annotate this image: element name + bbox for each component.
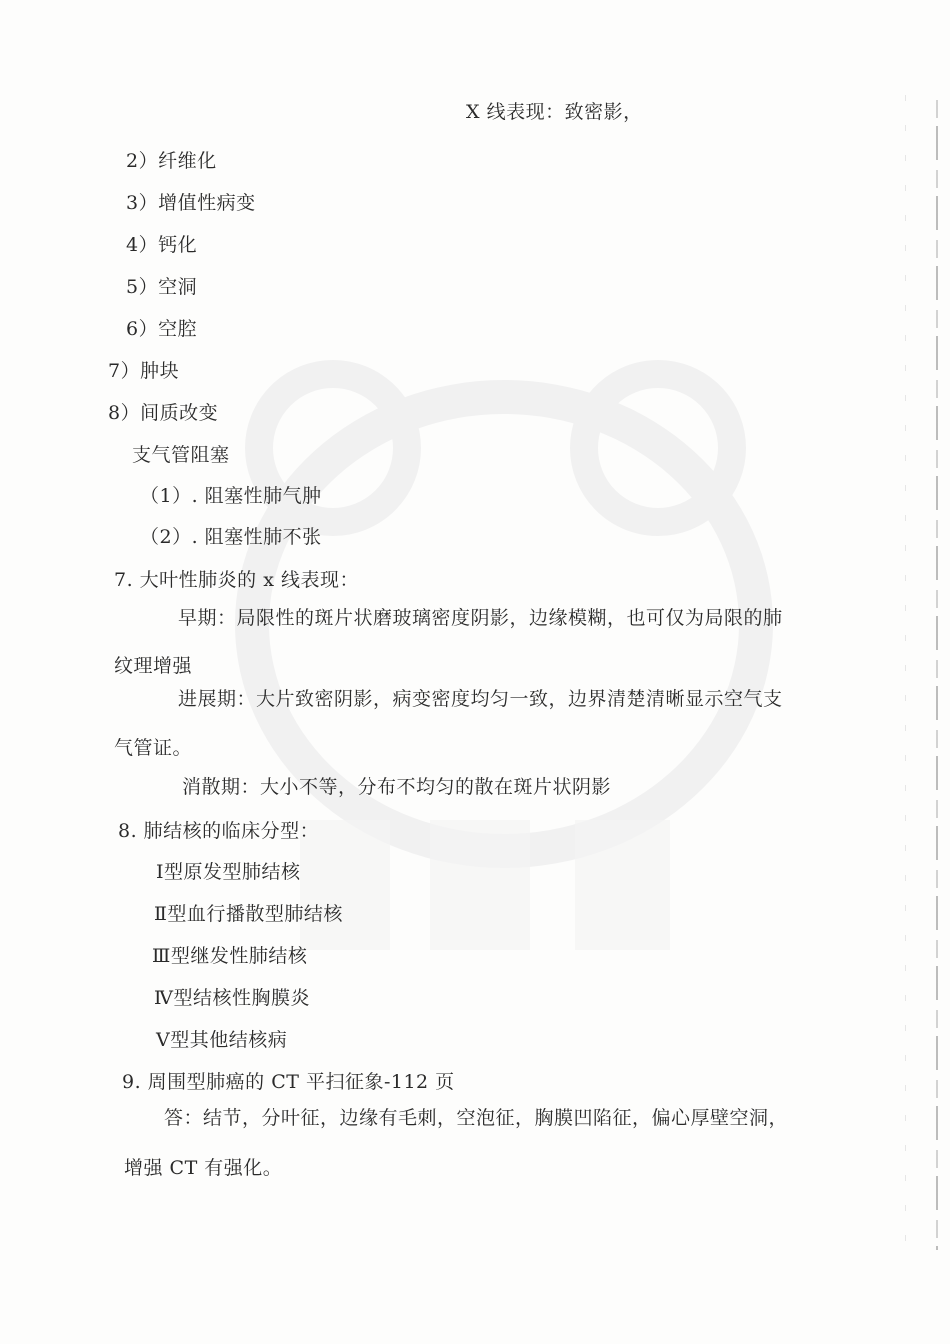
- tb-type-5: Ⅴ型其他结核病: [156, 1029, 288, 1051]
- list-item-obstructive-emphysema: （1）. 阻塞性肺气肿: [140, 485, 322, 507]
- list-item-cavity: 5）空洞: [126, 276, 198, 298]
- answer-text-cont: 增强 CT 有强化。: [124, 1157, 283, 1179]
- watermark-ear-right: [570, 360, 746, 536]
- list-item-obstructive-atelectasis: （2）. 阻塞性肺不张: [140, 526, 322, 548]
- progressive-stage-text: 进展期：大片致密阴影，病变密度均匀一致，边界清楚清晰显示空气支: [178, 688, 783, 710]
- watermark-ear-left: [245, 360, 421, 536]
- list-item-cyst: 6）空腔: [126, 318, 198, 340]
- early-stage-text: 早期：局限性的斑片状磨玻璃密度阴影，边缘模糊，也可仅为局限的肺: [178, 607, 783, 629]
- xray-appearance-line: X 线表现：致密影，: [466, 101, 643, 123]
- tb-type-3: Ⅲ型继发性肺结核: [152, 945, 308, 967]
- scan-edge-artifact-faint: [905, 95, 906, 1245]
- list-item-calcification: 4）钙化: [126, 234, 198, 256]
- list-item-fibrosis: 2）纤维化: [126, 150, 217, 172]
- early-stage-text-cont: 纹理增强: [114, 655, 193, 677]
- question-8-heading: 8. 肺结核的临床分型：: [118, 820, 320, 842]
- bronchial-obstruction-heading: 支气管阻塞: [132, 444, 230, 466]
- tb-type-4: Ⅳ型结核性胸膜炎: [154, 987, 310, 1009]
- question-9-heading: 9. 周围型肺癌的 CT 平扫征象-112 页: [122, 1071, 455, 1093]
- list-item-mass: 7）肿块: [108, 360, 180, 382]
- tb-type-2: Ⅱ型血行播散型肺结核: [154, 903, 343, 925]
- list-item-proliferative-lesion: 3）增值性病变: [126, 192, 256, 214]
- tb-type-1: Ⅰ型原发型肺结核: [156, 861, 301, 883]
- question-7-heading: 7. 大叶性肺炎的 x 线表现：: [114, 569, 359, 591]
- watermark-glyph-2: [430, 820, 530, 950]
- watermark-glyph-3: [575, 820, 670, 950]
- progressive-stage-text-cont: 气管证。: [114, 737, 193, 759]
- resolution-stage-text: 消散期：大小不等，分布不均匀的散在斑片状阴影: [182, 776, 612, 798]
- scan-edge-artifact: [936, 100, 938, 1250]
- list-item-interstitial-change: 8）间质改变: [108, 402, 219, 424]
- answer-text: 答：结节，分叶征，边缘有毛刺，空泡征，胸膜凹陷征，偏心厚壁空洞，: [164, 1107, 789, 1129]
